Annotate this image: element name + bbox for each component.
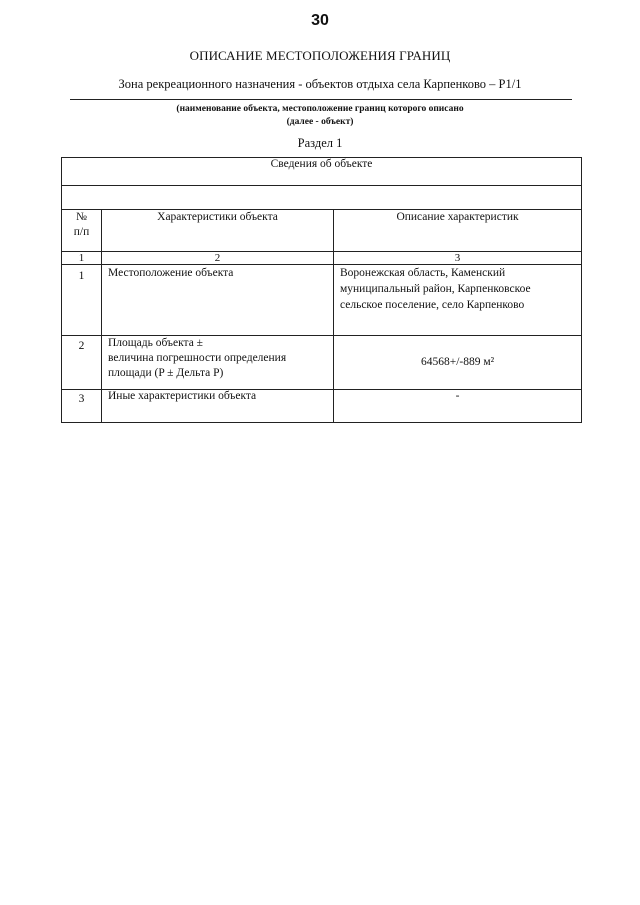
header-num-line-1: №	[76, 211, 87, 223]
document-title: ОПИСАНИЕ МЕСТОПОЛОЖЕНИЯ ГРАНИЦ	[189, 48, 451, 63]
row-value: Воронежская область, Каменский муниципальный район, Карпенковское сельское поселение, село Карпенково	[334, 265, 582, 336]
column-header-row	[62, 210, 582, 252]
header-description: Описание характеристик	[334, 210, 582, 252]
row-characteristic: Иные характеристики объекта	[102, 390, 334, 423]
zone-name: Зона рекреационного назначения - объектов отдыха села Карпенково – Р1/1	[118, 77, 522, 91]
row-characteristic: Местоположение объекта	[102, 265, 334, 336]
table-row	[62, 390, 582, 423]
row-value: -	[334, 390, 582, 423]
object-note-line-1: (наименование объекта, местоположение границ которого описано	[176, 104, 464, 114]
object-note	[0, 103, 640, 129]
row-value: 64568+/-889 м²	[334, 336, 582, 390]
column-number: 1	[62, 252, 102, 265]
header-characteristics: Характеристики объекта	[102, 210, 334, 252]
header-num-line-2: п/п	[73, 226, 90, 238]
column-number: 3	[334, 252, 582, 265]
blank-cell	[62, 186, 582, 210]
header-num	[62, 210, 102, 252]
row-number: 3	[62, 390, 102, 423]
object-note-line-2: (далее - объект)	[286, 117, 354, 127]
table-caption-row	[62, 158, 582, 186]
table-blank-row	[62, 186, 582, 210]
row-characteristic	[102, 336, 334, 390]
underline-rule	[70, 99, 572, 100]
table-row	[62, 265, 582, 336]
row-number: 1	[62, 265, 102, 336]
page-number: 30	[311, 12, 329, 29]
row-number: 2	[62, 336, 102, 390]
object-info-table	[61, 157, 582, 423]
row-characteristic-line: величина погрешности определения	[108, 352, 287, 364]
column-number: 2	[102, 252, 334, 265]
table-caption: Сведения об объекте	[62, 158, 582, 186]
row-characteristic-line: площади (P ± Дельта P)	[108, 367, 224, 379]
row-characteristic-line: Площадь объекта ±	[108, 337, 203, 349]
column-number-row	[62, 252, 582, 265]
section-title: Раздел 1	[297, 136, 343, 150]
table-row	[62, 336, 582, 390]
